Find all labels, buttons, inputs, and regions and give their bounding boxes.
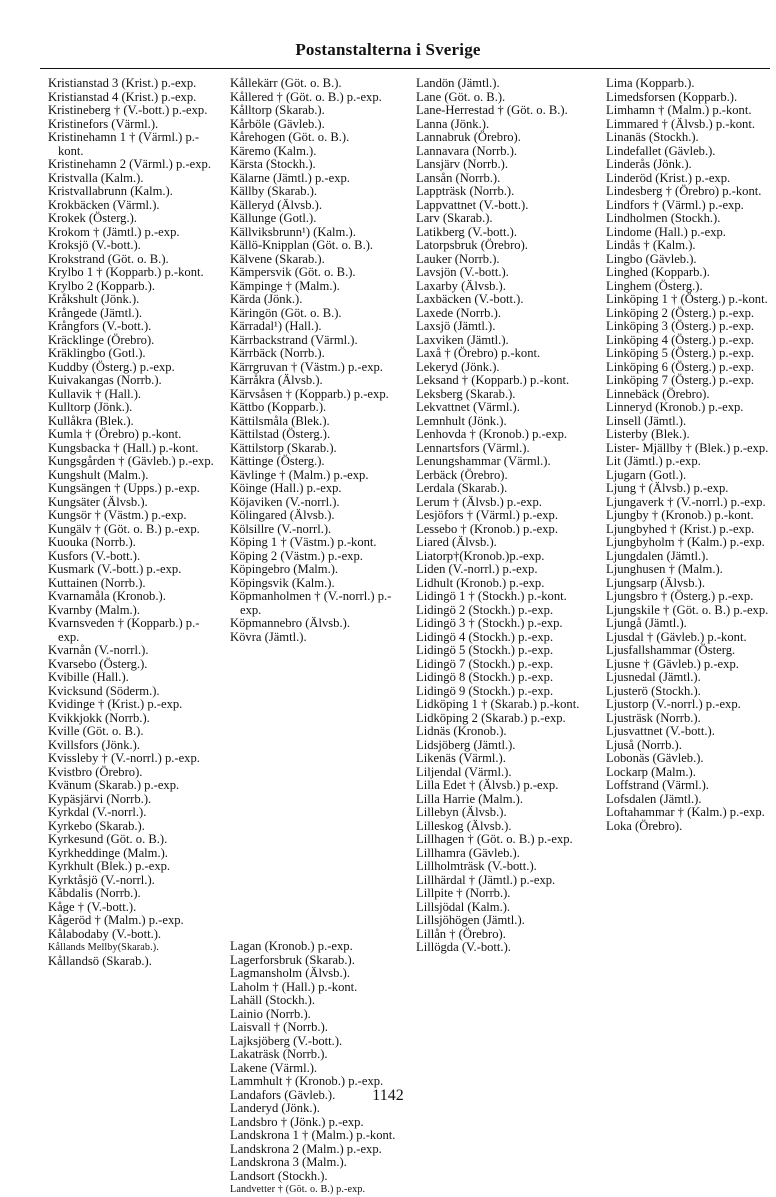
index-entry: Linnebäck (Örebro). bbox=[606, 386, 710, 401]
index-entry: Kungälv † (Göt. o. B.) p.-exp. bbox=[48, 521, 200, 536]
index-entry: Linköping 7 (Österg.) p.-exp. bbox=[606, 373, 755, 387]
index-entry: Lansjärv (Norrb.). bbox=[416, 157, 508, 171]
page-title: Postanstalterna i Sverige bbox=[295, 40, 481, 59]
index-entry: Källviksbrunn¹) (Kalm.). bbox=[230, 224, 356, 239]
index-entry: Lerbäck (Örebro). bbox=[416, 467, 508, 482]
index-entry: Lekvattnet (Värml.). bbox=[416, 400, 520, 414]
index-entry: Ljungaverk † (V.-norrl.) p.-exp. bbox=[606, 494, 766, 509]
index-entry: Kärrbäck (Norrb.). bbox=[230, 346, 325, 360]
index-entry: Kärradal¹) (Hall.). bbox=[230, 319, 322, 333]
index-entry: Kullåkra (Blek.). bbox=[48, 413, 134, 428]
index-entry: Lenungshammar (Värml.). bbox=[416, 454, 551, 468]
index-entry: Limhamn † (Malm.) p.-kont. bbox=[606, 103, 752, 117]
index-entry: Lockarp (Malm.). bbox=[606, 764, 696, 779]
index-entry: Loka (Örebro). bbox=[606, 818, 683, 833]
index-entry: Lakaträsk (Norrb.). bbox=[230, 1047, 328, 1061]
index-entry: Ljusterö (Stockh.). bbox=[606, 683, 701, 698]
column-2 bbox=[230, 77, 398, 1197]
index-entry: Lammhult † (Kronob.) p.-exp. bbox=[230, 1074, 384, 1088]
index-entry: Lindome (Hall.) p.-exp. bbox=[606, 224, 726, 239]
index-entry: Limmared † (Älvsb.) p.-kont. bbox=[606, 116, 755, 131]
index-entry: Kåge † (V.-bott.). bbox=[48, 899, 137, 914]
index-entry: Kållands Mellby(Skarab.). bbox=[48, 942, 159, 953]
index-entry: Ljungby † (Kronob.) p.-kont. bbox=[606, 508, 754, 522]
index-entry: Lane-Herrestad † (Göt. o. B.). bbox=[416, 103, 568, 117]
index-entry: Laxviken (Jämtl.). bbox=[416, 332, 509, 347]
index-entry: Lagan (Kronob.) p.-exp. bbox=[230, 939, 353, 953]
index-entry: Köpingebro (Malm.). bbox=[230, 562, 339, 576]
index-entry: Kungsör † (Västm.) p.-exp. bbox=[48, 508, 187, 522]
index-entry: Kärvsåsen † (Kopparb.) p.-exp. bbox=[230, 386, 389, 401]
index-entry: Lister- Mjällby † (Blek.) p.-exp. bbox=[606, 440, 769, 455]
index-entry: Lerum † (Älvsb.) p.-exp. bbox=[416, 494, 542, 509]
index-entry: Linneryd (Kronob.) p.-exp. bbox=[606, 400, 744, 414]
index-entry: Ljungsbro † (Österg.) p.-exp. bbox=[606, 589, 754, 603]
index-entry: Kräklingbo (Gotl.). bbox=[48, 346, 146, 360]
index-entry: Kålltorp (Skarab.). bbox=[230, 103, 325, 117]
index-entry: Krångfors (V.-bott.). bbox=[48, 319, 152, 333]
index-entry: Ljusträsk (Norrb.). bbox=[606, 710, 701, 725]
index-entry: Lekeryd (Jönk.). bbox=[416, 359, 500, 374]
index-entry: Linsell (Jämtl.). bbox=[606, 413, 687, 428]
index-entry: Ljung † (Älvsb.) p.-exp. bbox=[606, 481, 729, 495]
index-entry: Kristineberg † (V.-bott.) p.-exp. bbox=[48, 103, 208, 117]
index-entry: Kölingared (Älvsb.). bbox=[230, 508, 335, 522]
index-entry: Liatorp†(Kronob.)p.-exp. bbox=[416, 548, 545, 563]
index-entry: Krångede (Jämtl.). bbox=[48, 305, 143, 320]
index-entry: Kypäsjärvi (Norrb.). bbox=[48, 791, 152, 806]
index-entry: Linköping 6 (Österg.) p.-exp. bbox=[606, 359, 755, 374]
index-entry: Leksberg (Skarab.). bbox=[416, 386, 516, 401]
index-entry: Loffstrand (Värml.). bbox=[606, 778, 709, 792]
index-entry: Kättinge (Österg.). bbox=[230, 454, 325, 468]
index-entry: Lidsjöberg (Jämtl.). bbox=[416, 737, 516, 752]
index-entry: Lannavara (Norrb.). bbox=[416, 143, 518, 158]
index-entry: Kållekärr (Göt. o. B.). bbox=[230, 76, 342, 90]
index-entry: Krylbo 2 (Kopparb.). bbox=[48, 278, 156, 293]
index-entry: Ljusfallshammar (Österg. bbox=[606, 643, 736, 657]
index-entry: Kuttainen (Norrb.). bbox=[48, 575, 146, 590]
index-entry: Kråkshult (Jönk.). bbox=[48, 292, 140, 306]
index-entry: Lannabruk (Örebro). bbox=[416, 130, 521, 144]
index-entry: Källunge (Gotl.). bbox=[230, 211, 317, 225]
index-entry: Lillholmträsk (V.-bott.). bbox=[416, 859, 537, 873]
index-entry: Köpmannebro (Älvsb.). bbox=[230, 616, 350, 630]
index-entry: Lilla Edet † (Älvsb.) p.-exp. bbox=[416, 778, 559, 792]
index-entry: Landskrona 2 (Malm.) p.-exp. bbox=[230, 1141, 382, 1156]
index-entry: Lillån † (Örebro). bbox=[416, 926, 506, 941]
index-entry: Kyrkesund (Göt. o. B.). bbox=[48, 832, 168, 846]
index-entry: Kräcklinge (Örebro). bbox=[48, 332, 155, 347]
index-entry: Listerby (Blek.). bbox=[606, 427, 690, 441]
index-entry: Kristvallabrunn (Kalm.). bbox=[48, 184, 173, 198]
index-entry: Kyrkdal (V.-norrl.). bbox=[48, 805, 147, 819]
index-entry: Kungshult (Malm.). bbox=[48, 467, 149, 482]
index-entry: Lidingö 3 † (Stockh.) p.-exp. bbox=[416, 616, 563, 630]
index-entry: Kärrbackstrand (Värml.). bbox=[230, 332, 358, 347]
index-entry: Kättilstad (Österg.). bbox=[230, 427, 331, 441]
index-entry: Lenhovda † (Kronob.) p.-exp. bbox=[416, 427, 568, 441]
index-entry: Lilla Harrie (Malm.). bbox=[416, 791, 524, 806]
index-entry: Likenäs (Värml.). bbox=[416, 751, 506, 765]
index-entry: Linghed (Kopparb.). bbox=[606, 265, 710, 279]
index-entry: Ljusne † (Gävleb.) p.-exp. bbox=[606, 656, 739, 671]
index-entry: Kyrkhult (Blek.) p.-exp. bbox=[48, 859, 171, 873]
index-entry: Kristvalla (Kalm.). bbox=[48, 170, 144, 185]
index-entry: Lilleskog (Älvsb.). bbox=[416, 818, 512, 833]
index-entry: Laxå † (Örebro) p.-kont. bbox=[416, 346, 541, 360]
index-entry: Kämpinge † (Malm.). bbox=[230, 278, 340, 293]
index-entry: Liljendal (Värml.). bbox=[416, 764, 512, 779]
index-entry: Lidingö 4 (Stockh.) p.-exp. bbox=[416, 629, 554, 644]
index-entry: Ljuså (Norrb.). bbox=[606, 737, 682, 752]
index-entry: Lillhärdal † (Jämtl.) p.-exp. bbox=[416, 872, 556, 887]
index-entry: Lillpite † (Norrb.). bbox=[416, 886, 511, 900]
index-entry: Lappträsk (Norrb.). bbox=[416, 184, 515, 198]
index-entry: Linanäs (Stockh.). bbox=[606, 130, 699, 144]
index-entry: Kättilstorp (Skarab.). bbox=[230, 440, 337, 455]
index-entry: Käremo (Kalm.). bbox=[230, 143, 317, 158]
index-entry: Kvarnamåla (Kronob.). bbox=[48, 589, 166, 603]
index-entry: Lindholmen (Stockh.). bbox=[606, 211, 721, 225]
index-entry: Lesjöfors † (Värml.) p.-exp. bbox=[416, 508, 558, 522]
index-entry: Loftahammar † (Kalm.) p.-exp. bbox=[606, 805, 765, 819]
index-entry: Lillsjödal (Kalm.). bbox=[416, 899, 511, 914]
index-entry: Lajksjöberg (V.-bott.). bbox=[230, 1033, 343, 1048]
index-entry: Ljustorp (V.-norrl.) p.-exp. bbox=[606, 697, 741, 711]
index-entry: Kvicksund (Söderm.). bbox=[48, 683, 160, 698]
index-entry: Laholm † (Hall.) p.-kont. bbox=[230, 979, 358, 994]
index-entry: Kvidinge † (Krist.) p.-exp. bbox=[48, 697, 183, 711]
index-entry: Lauker (Norrb.). bbox=[416, 251, 500, 266]
index-entry: Kvarnån (V.-norrl.). bbox=[48, 643, 149, 657]
index-entry: Kvistbro (Örebro). bbox=[48, 764, 143, 779]
index-entry: Kåbdalis (Norrb.). bbox=[48, 886, 141, 900]
index-entry: Lillsjöhögen (Jämtl.). bbox=[416, 913, 525, 927]
index-entry: Kålabodaby (V.-bott.). bbox=[48, 926, 162, 941]
index-entry: Lagerforsbruk (Skarab.). bbox=[230, 952, 355, 967]
index-entry: Lavsjön (V.-bott.). bbox=[416, 265, 509, 279]
index-entry: Lindås † (Kalm.). bbox=[606, 238, 696, 252]
index-entry: Lobonäs (Gävleb.). bbox=[606, 751, 704, 765]
index-entry: Kuivakangas (Norrb.). bbox=[48, 373, 162, 387]
index-entry: Kårehogen (Göt. o. B.). bbox=[230, 130, 350, 144]
column-4 bbox=[606, 77, 772, 833]
index-entry: Kärsta (Stockh.). bbox=[230, 157, 316, 171]
index-entry: Lagmansholm (Älvsb.). bbox=[230, 966, 350, 980]
index-entry: Lidingö 9 (Stockh.) p.-exp. bbox=[416, 683, 554, 698]
index-entry: Lingbo (Gävleb.). bbox=[606, 251, 697, 266]
index-entry: Kvikkjokk (Norrb.). bbox=[48, 710, 150, 725]
index-entry: Lillögda (V.-bott.). bbox=[416, 940, 511, 954]
index-entry: Lakene (Värml.). bbox=[230, 1060, 318, 1075]
column-1 bbox=[48, 77, 216, 968]
index-entry: Kälvene (Skarab.). bbox=[230, 251, 325, 266]
index-entry: Krokom † (Jämtl.) p.-exp. bbox=[48, 224, 180, 239]
index-entry: Kulltorp (Jönk.). bbox=[48, 400, 133, 414]
index-entry: Kuouka (Norrb.). bbox=[48, 535, 136, 549]
index-entry: Köping 1 † (Västm.) p.-kont. bbox=[230, 535, 377, 549]
index-entry: Krokek (Österg.). bbox=[48, 211, 137, 225]
index-entry: Lappvattnet (V.-bott.). bbox=[416, 197, 529, 212]
index-entry: Kristinehamn 2 (Värml.) p.-exp. bbox=[48, 157, 211, 171]
index-entry: Kullavik † (Hall.). bbox=[48, 386, 142, 401]
index-entry: Limedsforsen (Kopparb.). bbox=[606, 89, 738, 104]
index-entry: Lidingö 1 † (Stockh.) p.-kont. bbox=[416, 589, 567, 603]
index-entry: Lillebyn (Älvsb.). bbox=[416, 805, 507, 819]
index-entry: Ljungå (Jämtl.). bbox=[606, 616, 687, 630]
index-entry: Kvänum (Skarab.) p.-exp. bbox=[48, 778, 180, 792]
index-entry: Kungsgården † (Gävleb.) p.-exp. bbox=[48, 454, 214, 468]
index-entry: Landvetter † (Göt. o. B.) p.-exp. bbox=[230, 1184, 366, 1195]
index-entry: Kvillsfors (Jönk.). bbox=[48, 737, 140, 752]
index-entry: Landskrona 3 (Malm.). bbox=[230, 1155, 347, 1169]
index-entry: Kroksjö (V.-bott.). bbox=[48, 238, 141, 252]
index-entry: Käringön (Göt. o. B.). bbox=[230, 305, 342, 320]
index-entry: Kusfors (V.-bott.). bbox=[48, 548, 141, 563]
index-entry: Latikberg (V.-bott.). bbox=[416, 224, 517, 239]
index-entry: Linköping 4 (Österg.) p.-exp. bbox=[606, 332, 755, 347]
index-entry: Kungsbacka † (Hall.) p.-kont. bbox=[48, 440, 199, 455]
index-entry: Lidingö 7 (Stockh.) p.-exp. bbox=[416, 656, 554, 671]
index-entry: Lessebo † (Kronob.) p.-exp. bbox=[416, 521, 558, 536]
index-entry: Källö-Knipplan (Göt. o. B.). bbox=[230, 238, 374, 252]
index-entry: Kämpersvik (Göt. o. B.). bbox=[230, 265, 356, 279]
index-entry: Lima (Kopparb.). bbox=[606, 76, 695, 90]
index-entry: Kövra (Jämtl.). bbox=[230, 629, 307, 644]
index-entry: Landsbro † (Jönk.) p.-exp. bbox=[230, 1114, 364, 1129]
index-entry: Kusmark (V.-bott.) p.-exp. bbox=[48, 562, 182, 576]
index-entry: Linköping 1 † (Österg.) p.-kont. bbox=[606, 292, 768, 306]
index-entry: Kristianstad 4 (Krist.) p.-exp. bbox=[48, 89, 197, 104]
index-entry: Kristinehamn 1 † (Värml.) p.-kont. bbox=[48, 130, 200, 158]
index-entry: Köping 2 (Västm.) p.-exp. bbox=[230, 548, 363, 563]
index-entry: Laisvall † (Norrb.). bbox=[230, 1020, 328, 1034]
index-entry: Kärrgruvan † (Västm.) p.-exp. bbox=[230, 359, 383, 374]
index-entry: Linderås (Jönk.). bbox=[606, 157, 692, 171]
index-entry: Linköping 3 (Österg.) p.-exp. bbox=[606, 319, 755, 333]
index-entry: Kvissleby † (V.-norrl.) p.-exp. bbox=[48, 751, 200, 765]
index-entry: Kävlinge † (Malm.) p.-exp. bbox=[230, 467, 369, 482]
index-entry: Linghem (Österg.). bbox=[606, 278, 703, 293]
index-entry: Lidingö 2 (Stockh.) p.-exp. bbox=[416, 602, 554, 617]
index-entry: Laxsjö (Jämtl.). bbox=[416, 319, 496, 333]
index-entry: Ljungskile † (Göt. o. B.) p.-exp. bbox=[606, 602, 769, 617]
index-entry: Lahäll (Stockh.). bbox=[230, 993, 315, 1007]
index-entry: Kärråkra (Älvsb.). bbox=[230, 373, 323, 387]
index-entry: Landön (Jämtl.). bbox=[416, 76, 500, 90]
index-entry: Lanna (Jönk.). bbox=[416, 116, 490, 131]
index-entry: Landsort (Stockh.). bbox=[230, 1168, 328, 1183]
header-rule bbox=[40, 68, 770, 69]
index-entry: Kärda (Jönk.). bbox=[230, 292, 303, 306]
index-entry: Landskrona 1 † (Malm.) p.-kont. bbox=[230, 1128, 396, 1142]
index-entry: Lit (Jämtl.) p.-exp. bbox=[606, 454, 701, 468]
index-entry: Kuddby (Österg.) p.-exp. bbox=[48, 359, 175, 374]
index-entry: Laxede (Norrb.). bbox=[416, 305, 501, 320]
page-number: 1142 bbox=[372, 1087, 404, 1104]
index-entry: Kvarnsveden † (Kopparb.) p.-exp. bbox=[48, 616, 200, 644]
index-entry: Kvarsebo (Österg.). bbox=[48, 656, 148, 671]
index-entry: Kättbo (Kopparb.). bbox=[230, 400, 327, 414]
index-entry: Linköping 5 (Österg.) p.-exp. bbox=[606, 346, 755, 360]
index-entry: Kvarnby (Malm.). bbox=[48, 602, 140, 617]
index-entry: Kumla † (Örebro) p.-kont. bbox=[48, 427, 182, 441]
index-entry: Lidköping 2 (Skarab.) p.-exp. bbox=[416, 710, 566, 725]
index-entry: Ljusnedal (Jämtl.). bbox=[606, 670, 701, 684]
index-entry: Kyrkheddinge (Malm.). bbox=[48, 845, 168, 860]
index-entry: Linderöd (Krist.) p.-exp. bbox=[606, 170, 731, 185]
index-entry: Kungsäter (Älvsb.). bbox=[48, 494, 148, 509]
index-entry: Lofsdalen (Jämtl.). bbox=[606, 791, 702, 806]
index-entry: Krokbäcken (Värml.). bbox=[48, 197, 160, 212]
index-entry: Lillhamra (Gävleb.). bbox=[416, 845, 520, 860]
index-entry: Kälarne (Jämtl.) p.-exp. bbox=[230, 170, 350, 185]
index-entry: Kölsillre (V.-norrl.). bbox=[230, 521, 332, 536]
index-entry: Lidingö 8 (Stockh.) p.-exp. bbox=[416, 670, 554, 684]
index-entry: Lansån (Norrb.). bbox=[416, 170, 501, 185]
index-entry: Landeryd (Jönk.). bbox=[230, 1101, 320, 1115]
index-entry: Ljungbyhed † (Krist.) p.-exp. bbox=[606, 521, 755, 536]
index-entry: Lidingö 5 (Stockh.) p.-exp. bbox=[416, 643, 554, 657]
index-entry: Ljungbyholm † (Kalm.) p.-exp. bbox=[606, 535, 765, 549]
index-entry: Lindefallet (Gävleb.). bbox=[606, 143, 716, 158]
index-entry: Kyrkebo (Skarab.). bbox=[48, 818, 145, 833]
column-3 bbox=[416, 77, 588, 955]
index-entry: Kvibille (Hall.). bbox=[48, 670, 129, 684]
index-entry: Ljungdalen (Jämtl.). bbox=[606, 548, 709, 563]
index-entry: Lidhult (Kronob.) p.-exp. bbox=[416, 575, 545, 590]
index-entry: Källeryd (Älvsb.). bbox=[230, 197, 322, 212]
index-entry: Kågeröd † (Malm.) p.-exp. bbox=[48, 913, 184, 927]
index-entry: Ljunghusen † (Malm.). bbox=[606, 562, 723, 576]
index-entry: Lane (Göt. o. B.). bbox=[416, 89, 506, 104]
index-entry: Köjaviken (V.-norrl.). bbox=[230, 494, 340, 509]
index-entry: Lindfors † (Värml.) p.-exp. bbox=[606, 197, 744, 212]
index-entry: Latorpsbruk (Örebro). bbox=[416, 238, 528, 252]
index-entry: Laxarby (Älvsb.). bbox=[416, 278, 506, 293]
index-entry: Lennartsfors (Värml.). bbox=[416, 440, 530, 455]
index-entry: Kållandsö (Skarab.). bbox=[48, 953, 152, 968]
index-entry: Krokstrand (Göt. o. B.). bbox=[48, 251, 169, 266]
index-entry: Kättilsmåla (Blek.). bbox=[230, 413, 330, 428]
index-entry: Landafors (Gävleb.). bbox=[230, 1087, 336, 1102]
index-entry: Krylbo 1 † (Kopparb.) p.-kont. bbox=[48, 265, 204, 279]
index-entry: Ljusvattnet (V.-bott.). bbox=[606, 724, 715, 738]
index-entry: Kristianstad 3 (Krist.) p.-exp. bbox=[48, 76, 197, 90]
index-entry: Lidköping 1 † (Skarab.) p.-kont. bbox=[416, 697, 580, 711]
index-entry: Larv (Skarab.). bbox=[416, 211, 493, 225]
index-entry: Laxbäcken (V.-bott.). bbox=[416, 292, 524, 306]
index-entry: Leksand † (Kopparb.) p.-kont. bbox=[416, 373, 570, 387]
index-entry: Källby (Skarab.). bbox=[230, 184, 318, 198]
index-entry: Liared (Älvsb.). bbox=[416, 535, 497, 549]
index-entry: Kungsängen † (Upps.) p.-exp. bbox=[48, 481, 200, 495]
index-entry: Ljungsarp (Älvsb.). bbox=[606, 575, 705, 590]
index-entry: Lidnäs (Kronob.). bbox=[416, 724, 507, 738]
index-entry: Lillhagen † (Göt. o. B.) p.-exp. bbox=[416, 832, 573, 846]
index-entry: Köpmanholmen † (V.-norrl.) p.-exp. bbox=[230, 589, 392, 617]
index-entry: Kristinefors (Värml.). bbox=[48, 116, 159, 131]
index-entry: Köpingsvik (Kalm.). bbox=[230, 575, 335, 590]
index-entry: Linköping 2 (Österg.) p.-exp. bbox=[606, 305, 755, 320]
index-entry: Kårböle (Gävleb.). bbox=[230, 116, 325, 131]
index-entry: Lainio (Norrb.). bbox=[230, 1006, 311, 1021]
index-entry: Köinge (Hall.) p.-exp. bbox=[230, 481, 342, 495]
index-entry: Lindesberg † (Örebro) p.-kont. bbox=[606, 184, 762, 198]
index-entry: Kville (Göt. o. B.). bbox=[48, 724, 144, 738]
index-entry: Kållered † (Göt. o. B.) p.-exp. bbox=[230, 89, 382, 104]
index-entry: Ljugarn (Gotl.). bbox=[606, 467, 687, 482]
index-entry: Liden (V.-norrl.) p.-exp. bbox=[416, 562, 538, 576]
index-entry: Ljusdal † (Gävleb.) p.-kont. bbox=[606, 629, 747, 644]
index-entry: Kyrktåsjö (V.-norrl.). bbox=[48, 872, 155, 887]
index-entry: Lemnhult (Jönk.). bbox=[416, 413, 507, 428]
index-entry: Lerdala (Skarab.). bbox=[416, 481, 508, 495]
